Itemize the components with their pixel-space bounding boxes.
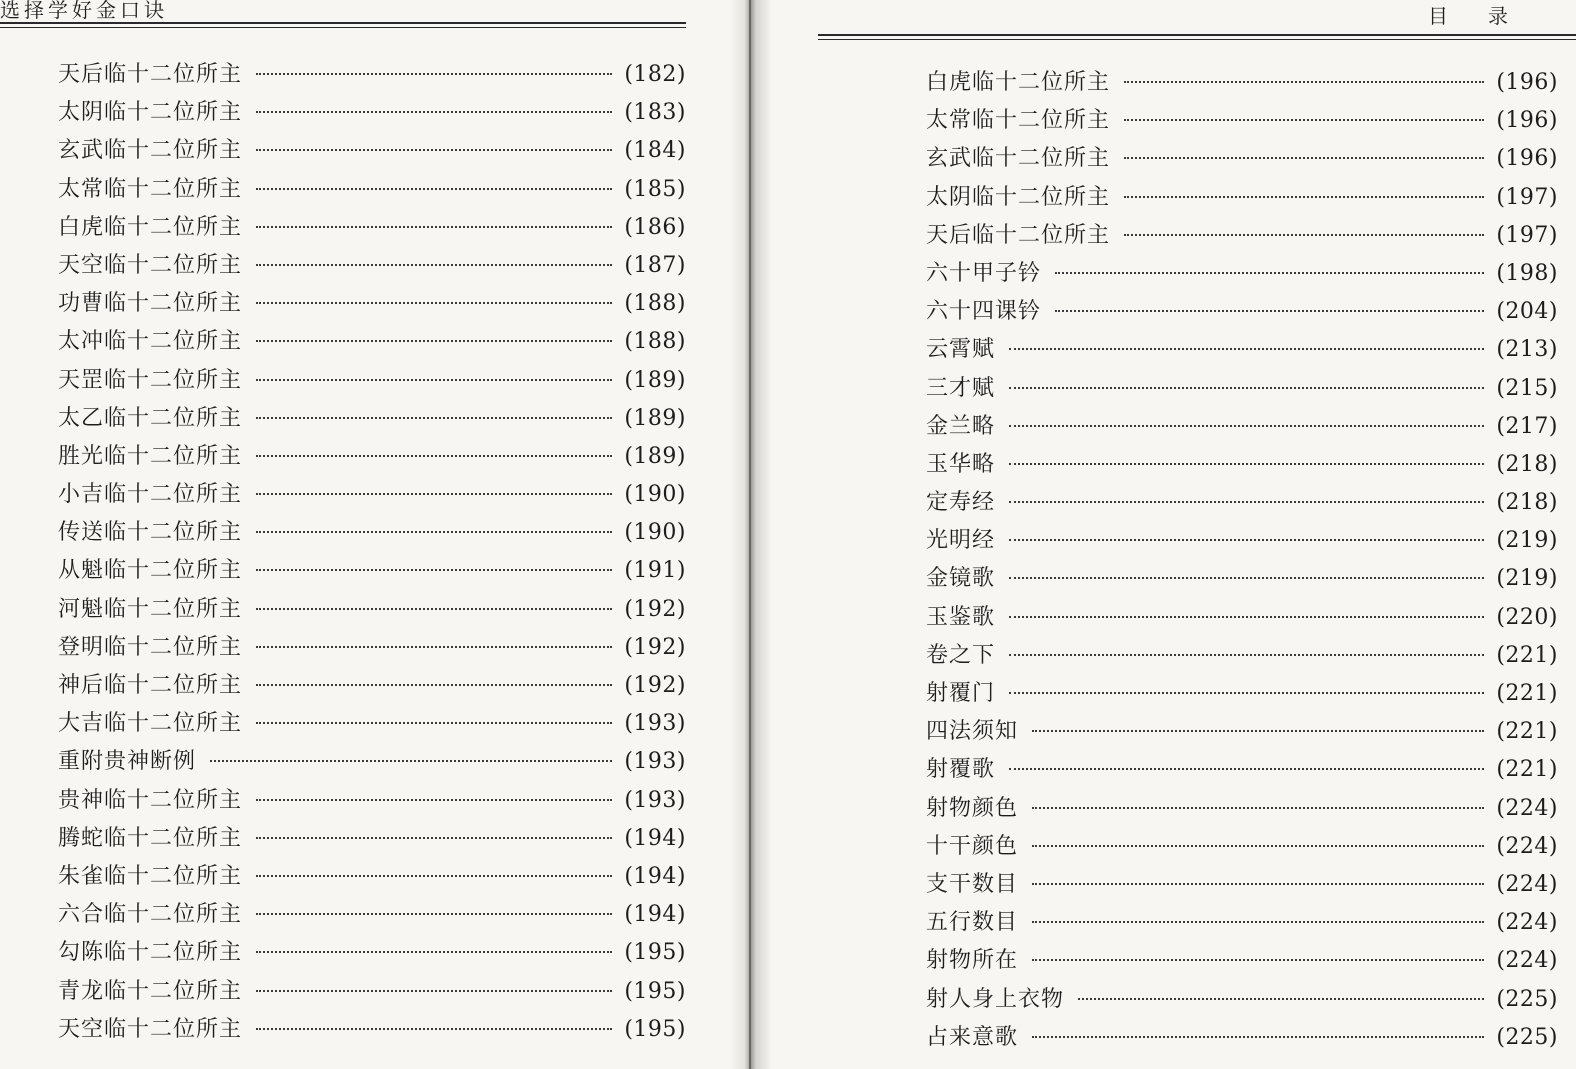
toc-entry-title: 射物颜色	[926, 795, 1019, 821]
toc-entry-page: (221)	[1496, 757, 1558, 783]
dot-leader	[1124, 81, 1484, 83]
header-rule	[0, 22, 686, 24]
toc-entry-title: 射物所在	[926, 948, 1019, 974]
dot-leader	[1009, 425, 1484, 427]
dot-leader	[256, 684, 612, 686]
dot-leader	[256, 990, 612, 992]
dot-leader	[256, 302, 612, 304]
toc-entry[interactable]	[926, 255, 1558, 293]
binding-line	[749, 0, 751, 1069]
dot-leader	[1009, 539, 1484, 541]
toc-entry-title: 光明经	[926, 528, 996, 554]
toc-entry-title: 天罡临十二位所主	[58, 367, 243, 393]
toc-entry-page: (197)	[1496, 222, 1558, 248]
toc-entry-page: (195)	[624, 940, 686, 966]
toc-entry[interactable]	[58, 362, 686, 400]
toc-entry[interactable]	[926, 904, 1558, 942]
dot-leader	[1009, 577, 1484, 579]
toc-entry[interactable]	[926, 1019, 1558, 1057]
dot-leader	[256, 379, 612, 381]
toc-entry-title: 胜光临十二位所主	[58, 443, 243, 469]
toc-entry-title: 金兰略	[926, 413, 996, 439]
toc-entry-page: (191)	[624, 558, 686, 584]
dot-leader	[256, 951, 612, 953]
dot-leader	[256, 264, 612, 266]
toc-entry[interactable]	[58, 934, 686, 972]
toc-entry[interactable]	[926, 484, 1558, 522]
toc-entry-title: 天空临十二位所主	[58, 1016, 243, 1042]
dot-leader	[1032, 845, 1484, 847]
toc-entry-title: 大吉临十二位所主	[58, 711, 243, 737]
toc-entry-title: 玄武临十二位所主	[58, 138, 243, 164]
toc-entry-page: (190)	[624, 482, 686, 508]
toc-entry-title: 射人身上衣物	[926, 986, 1065, 1012]
toc-entry[interactable]	[926, 179, 1558, 217]
toc-entry-title: 六十四课钤	[926, 299, 1042, 325]
toc-entry-title: 太常临十二位所主	[58, 176, 243, 202]
toc-entry[interactable]	[58, 782, 686, 820]
dot-leader	[1009, 463, 1484, 465]
toc-entry-title: 太阴临十二位所主	[926, 184, 1111, 210]
toc-entry[interactable]	[58, 209, 686, 247]
toc-entry-page: (204)	[1496, 299, 1558, 325]
dot-leader	[256, 1028, 612, 1030]
toc-entry-page: (219)	[1496, 566, 1558, 592]
toc-entry-page: (192)	[624, 596, 686, 622]
dot-leader	[210, 760, 612, 762]
toc-entry[interactable]	[926, 675, 1558, 713]
toc-entry-title: 白虎临十二位所主	[58, 214, 243, 240]
header-rule-thin	[818, 39, 1576, 40]
dot-leader	[256, 340, 612, 342]
toc-entry[interactable]	[58, 323, 686, 361]
left-page	[0, 0, 730, 1069]
toc-entry-page: (218)	[1496, 451, 1558, 477]
dot-leader	[1009, 616, 1484, 618]
toc-entry-title: 玉鉴歌	[926, 604, 996, 630]
toc-entry[interactable]	[926, 522, 1558, 560]
toc-entry-page: (224)	[1496, 910, 1558, 936]
dot-leader	[1078, 998, 1484, 1000]
toc-entry-page: (225)	[1496, 986, 1558, 1012]
dot-leader	[1124, 157, 1484, 159]
toc-entry-title: 太常临十二位所主	[926, 108, 1111, 134]
toc-entry[interactable]	[58, 247, 686, 285]
toc-entry-page: (190)	[624, 520, 686, 546]
toc-entry-title: 定寿经	[926, 490, 996, 516]
header-rule	[818, 34, 1576, 36]
toc-entry[interactable]	[926, 866, 1558, 904]
toc-entry-title: 四法须知	[926, 719, 1019, 745]
dot-leader	[1124, 196, 1484, 198]
toc-entry-page: (217)	[1496, 413, 1558, 439]
toc-entry-page: (224)	[1496, 871, 1558, 897]
toc-entry-page: (219)	[1496, 528, 1558, 554]
toc-entry[interactable]	[58, 705, 686, 743]
dot-leader	[1032, 883, 1484, 885]
toc-entry-page: (221)	[1496, 681, 1558, 706]
toc-entry[interactable]	[926, 790, 1558, 828]
toc-entry-title: 太冲临十二位所主	[58, 329, 243, 355]
toc-entry-page: (189)	[624, 443, 686, 469]
toc-entry-page: (224)	[1496, 948, 1558, 974]
toc-entry-page: (221)	[1496, 719, 1558, 745]
toc-entry-title: 青龙临十二位所主	[58, 978, 243, 1004]
dot-leader	[1009, 348, 1484, 350]
toc-entry[interactable]	[58, 285, 686, 323]
toc-entry[interactable]	[926, 217, 1558, 255]
toc-entry-page: (224)	[1496, 833, 1558, 859]
toc-entry[interactable]	[926, 64, 1558, 102]
toc-entry-title: 太乙临十二位所主	[58, 405, 243, 431]
toc-entry-page: (220)	[1496, 604, 1558, 630]
toc-entry-page: (192)	[624, 634, 686, 660]
toc-entry-title: 天后临十二位所主	[58, 62, 243, 87]
toc-entry-title: 十干颜色	[926, 833, 1019, 859]
toc-entry-page: (188)	[624, 329, 686, 355]
dot-leader	[1009, 692, 1484, 694]
dot-leader	[256, 226, 612, 228]
dot-leader	[1124, 119, 1484, 121]
dot-leader	[1009, 768, 1484, 770]
dot-leader	[256, 149, 612, 151]
toc-entry[interactable]	[58, 132, 686, 170]
toc-entry-title: 天后临十二位所主	[926, 222, 1111, 248]
toc-entry-title: 从魁临十二位所主	[58, 558, 243, 584]
toc-entry-title: 金镜歌	[926, 566, 996, 592]
running-head: 选择学好金口诀	[0, 0, 168, 22]
toc-list-left	[58, 56, 686, 1049]
dot-leader	[1032, 959, 1484, 961]
toc-entry[interactable]	[58, 896, 686, 934]
toc-entry[interactable]	[58, 858, 686, 896]
dot-leader	[256, 722, 612, 724]
toc-entry-page: (187)	[624, 252, 686, 278]
toc-entry[interactable]	[58, 743, 686, 781]
dot-leader	[256, 73, 612, 75]
toc-entry-title: 玄武临十二位所主	[926, 146, 1111, 172]
dot-leader	[256, 569, 612, 571]
dot-leader	[256, 531, 612, 533]
dot-leader	[256, 913, 612, 915]
toc-entry-title: 六合临十二位所主	[58, 902, 243, 928]
toc-entry-title: 神后临十二位所主	[58, 673, 243, 698]
toc-entry-title: 腾蛇临十二位所主	[58, 825, 243, 851]
dot-leader	[1009, 501, 1484, 503]
toc-entry[interactable]	[58, 171, 686, 209]
toc-entry[interactable]	[926, 446, 1558, 484]
dot-leader	[1032, 730, 1484, 732]
toc-entry-page: (218)	[1496, 490, 1558, 516]
dot-leader	[1032, 807, 1484, 809]
toc-entry[interactable]	[58, 400, 686, 438]
toc-entry-page: (192)	[624, 673, 686, 698]
toc-entry[interactable]	[926, 751, 1558, 789]
toc-entry-title: 射覆门	[926, 681, 996, 706]
toc-entry[interactable]	[58, 667, 686, 705]
toc-entry-page: (213)	[1496, 337, 1558, 363]
dot-leader	[1009, 387, 1484, 389]
toc-entry-page: (193)	[624, 711, 686, 737]
toc-entry-title: 六十甲子钤	[926, 260, 1042, 286]
toc-entry-page: (184)	[624, 138, 686, 164]
toc-entry[interactable]	[58, 591, 686, 629]
toc-entry-page: (225)	[1496, 1024, 1558, 1050]
dot-leader	[1055, 272, 1484, 274]
toc-entry[interactable]	[58, 820, 686, 858]
dot-leader	[256, 646, 612, 648]
toc-entry-page: (194)	[624, 902, 686, 928]
dot-leader	[256, 493, 612, 495]
toc-entry-title: 登明临十二位所主	[58, 634, 243, 660]
toc-entry[interactable]	[926, 102, 1558, 140]
toc-entry[interactable]	[926, 331, 1558, 369]
toc-entry-title: 玉华略	[926, 451, 996, 477]
dot-leader	[1055, 310, 1484, 312]
toc-entry-title: 五行数目	[926, 910, 1019, 936]
toc-entry[interactable]	[926, 140, 1558, 178]
toc-entry-title: 天空临十二位所主	[58, 252, 243, 278]
toc-entry-title: 卷之下	[926, 642, 996, 668]
toc-entry-title: 射覆歌	[926, 757, 996, 783]
toc-entry[interactable]	[926, 981, 1558, 1019]
toc-entry[interactable]	[926, 713, 1558, 751]
toc-list-right	[926, 64, 1558, 1057]
toc-entry[interactable]	[926, 599, 1558, 637]
toc-entry-page: (198)	[1496, 260, 1558, 286]
toc-entry-title: 贵神临十二位所主	[58, 787, 243, 813]
toc-entry-page: (197)	[1496, 184, 1558, 210]
toc-entry-title: 三才赋	[926, 375, 996, 401]
toc-entry-title: 云霄赋	[926, 337, 996, 363]
toc-entry-title: 太阴临十二位所主	[58, 100, 243, 126]
toc-entry-page: (224)	[1496, 795, 1558, 821]
toc-entry[interactable]	[58, 552, 686, 590]
toc-entry-page: (186)	[624, 214, 686, 240]
dot-leader	[1032, 1036, 1484, 1038]
toc-entry[interactable]	[58, 1011, 686, 1049]
toc-entry[interactable]	[926, 637, 1558, 675]
dot-leader	[256, 455, 612, 457]
toc-entry-title: 支干数目	[926, 871, 1019, 897]
dot-leader	[1124, 234, 1484, 236]
toc-entry-title: 功曹临十二位所主	[58, 291, 243, 317]
toc-entry-page: (193)	[624, 749, 686, 775]
toc-entry-page: (189)	[624, 405, 686, 431]
toc-entry-page: (195)	[624, 1016, 686, 1042]
dot-leader	[1009, 654, 1484, 656]
toc-entry-page: (188)	[624, 291, 686, 317]
toc-entry-page: (196)	[1496, 108, 1558, 134]
toc-entry-title: 传送临十二位所主	[58, 520, 243, 546]
toc-entry[interactable]	[926, 560, 1558, 598]
toc-entry-title: 重附贵神断例	[58, 749, 197, 775]
toc-entry-page: (194)	[624, 825, 686, 851]
toc-entry[interactable]	[926, 293, 1558, 331]
dot-leader	[256, 875, 612, 877]
toc-entry[interactable]	[58, 476, 686, 514]
toc-entry-page: (196)	[1496, 146, 1558, 172]
running-head: 目录	[1428, 4, 1548, 28]
dot-leader	[256, 608, 612, 610]
toc-entry-title: 白虎临十二位所主	[926, 70, 1111, 95]
toc-entry-page: (194)	[624, 863, 686, 889]
toc-entry-title: 勾陈临十二位所主	[58, 940, 243, 966]
toc-entry-page: (193)	[624, 787, 686, 813]
dot-leader	[256, 837, 612, 839]
dot-leader	[256, 111, 612, 113]
toc-entry[interactable]	[58, 629, 686, 667]
toc-entry-page: (189)	[624, 367, 686, 393]
dot-leader	[256, 799, 612, 801]
toc-entry[interactable]	[58, 514, 686, 552]
toc-entry-page: (195)	[624, 978, 686, 1004]
toc-entry[interactable]	[926, 408, 1558, 446]
toc-entry-page: (185)	[624, 176, 686, 202]
toc-entry-title: 小吉临十二位所主	[58, 482, 243, 508]
toc-entry[interactable]	[926, 370, 1558, 408]
toc-entry-title: 河魁临十二位所主	[58, 596, 243, 622]
toc-entry-page: (221)	[1496, 642, 1558, 668]
dot-leader	[256, 417, 612, 419]
toc-entry[interactable]	[926, 942, 1558, 980]
toc-entry-page: (215)	[1496, 375, 1558, 401]
book-spine	[730, 0, 772, 1069]
toc-entry-page: (196)	[1496, 70, 1558, 95]
dot-leader	[1032, 921, 1484, 923]
toc-entry-title: 朱雀临十二位所主	[58, 863, 243, 889]
toc-entry[interactable]	[58, 973, 686, 1011]
toc-entry[interactable]	[58, 438, 686, 476]
toc-entry[interactable]	[58, 94, 686, 132]
toc-entry-page: (182)	[624, 62, 686, 87]
toc-entry-title: 占来意歌	[926, 1024, 1019, 1050]
toc-entry[interactable]	[926, 828, 1558, 866]
toc-entry-page: (183)	[624, 100, 686, 126]
right-page	[772, 0, 1576, 1069]
header-rule-thin	[0, 27, 686, 28]
toc-entry[interactable]	[58, 56, 686, 94]
dot-leader	[256, 188, 612, 190]
